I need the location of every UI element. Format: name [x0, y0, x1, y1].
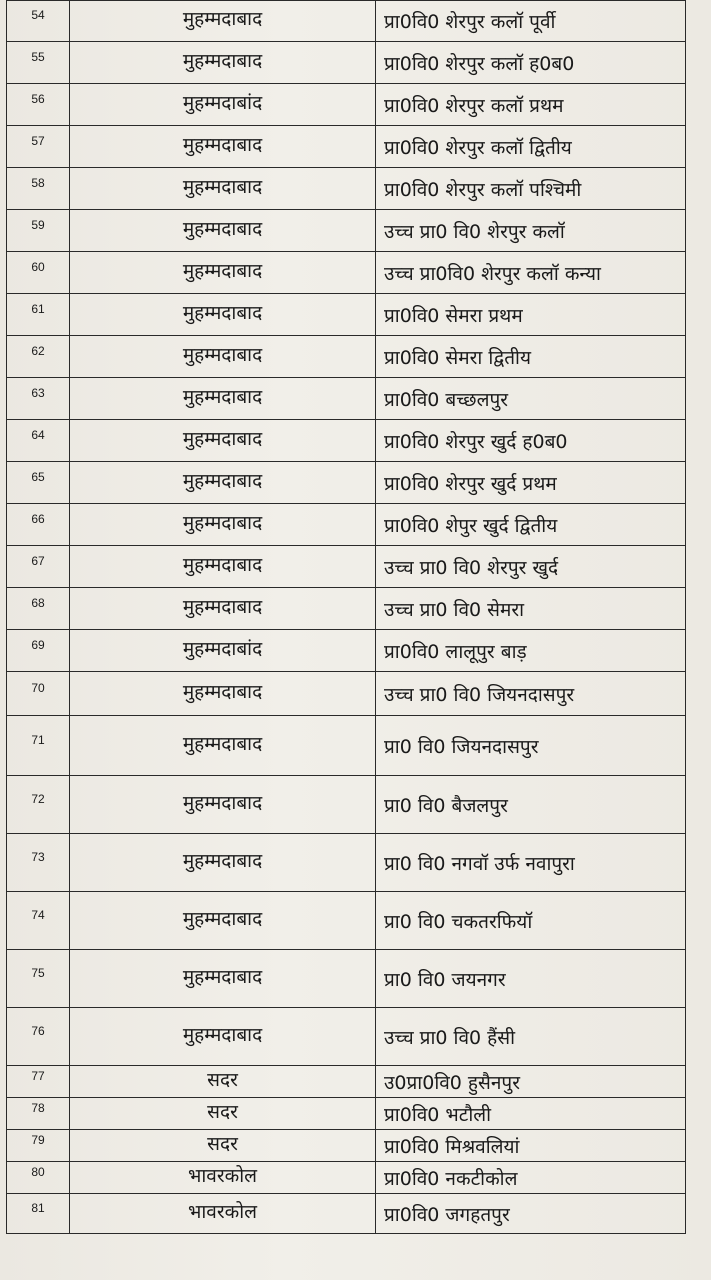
block-name: मुहम्मदाबाद — [182, 849, 263, 872]
block-name: मुहम्मदाबाद — [182, 385, 263, 408]
serial-number-cell — [7, 210, 70, 252]
block-name: मुहम्मदाबाद — [182, 1023, 263, 1046]
school-cell — [376, 1066, 686, 1098]
block-cell — [70, 168, 376, 210]
table-row — [7, 588, 686, 630]
serial-number-cell — [7, 294, 70, 336]
school-name: प्रा0वि0 शेपुर खुर्द द्वितीय — [384, 514, 558, 537]
serial-number-cell — [7, 1162, 70, 1194]
school-name: प्रा0वि0 सेमरा प्रथम — [384, 304, 523, 327]
school-cell — [376, 462, 686, 504]
block-cell — [70, 1008, 376, 1066]
school-cell — [376, 1162, 686, 1194]
school-cell — [376, 1194, 686, 1234]
school-cell — [376, 126, 686, 168]
serial-number-cell — [7, 834, 70, 892]
table-row — [7, 1162, 686, 1194]
block-cell — [70, 1162, 376, 1194]
school-cell — [376, 84, 686, 126]
school-cell — [376, 716, 686, 776]
serial-number: 57 — [31, 133, 45, 148]
block-name: मुहम्मदाबाद — [182, 8, 263, 30]
school-name: उच्च प्रा0वि0 शेरपुर कलॉ कन्या — [384, 262, 601, 285]
block-name: मुहम्मदाबाद — [182, 427, 263, 450]
serial-number-cell — [7, 378, 70, 420]
block-name: मुहम्मदाबाद — [182, 343, 263, 366]
serial-number-cell — [7, 168, 70, 210]
block-cell — [70, 950, 376, 1008]
school-name: प्रा0वि0 शेरपुर कलॉ प्रथम — [384, 94, 564, 117]
school-cell — [376, 588, 686, 630]
school-name: प्रा0 वि0 बैजलपुर — [384, 794, 508, 817]
school-name: उच्च प्रा0 वि0 जियनदासपुर — [384, 683, 575, 706]
serial-number: 72 — [31, 791, 45, 806]
serial-number-cell — [7, 672, 70, 716]
serial-number: 73 — [31, 849, 45, 864]
serial-number: 55 — [31, 49, 45, 64]
serial-number: 77 — [31, 1068, 45, 1083]
school-name: उच्च प्रा0 वि0 सेमरा — [384, 598, 525, 621]
block-cell — [70, 294, 376, 336]
school-cell — [376, 168, 686, 210]
school-name: प्रा0वि0 भटौली — [384, 1103, 492, 1126]
block-cell — [70, 1130, 376, 1162]
block-cell — [70, 210, 376, 252]
table-row — [7, 1098, 686, 1130]
table-row — [7, 1130, 686, 1162]
block-name: मुहम्मदाबाद — [182, 511, 263, 534]
school-name: प्रा0वि0 शेरपुर कलॉ पश्चिमी — [384, 178, 582, 201]
school-cell — [376, 420, 686, 462]
block-name: मुहम्मदाबाद — [182, 680, 263, 703]
serial-number-cell — [7, 1066, 70, 1098]
block-name: मुहम्मदाबाद — [182, 791, 263, 814]
school-cell — [376, 950, 686, 1008]
table-row — [7, 950, 686, 1008]
block-cell — [70, 1098, 376, 1130]
table-row — [7, 252, 686, 294]
block-cell — [70, 42, 376, 84]
serial-number-cell — [7, 42, 70, 84]
serial-number: 62 — [31, 343, 45, 358]
serial-number-cell — [7, 336, 70, 378]
block-name: मुहम्मदाबाद — [182, 301, 263, 324]
serial-number-cell — [7, 1098, 70, 1130]
table-row — [7, 1008, 686, 1066]
school-list-table — [6, 0, 686, 1234]
serial-number-cell — [7, 630, 70, 672]
school-cell — [376, 1130, 686, 1162]
table-row — [7, 462, 686, 504]
serial-number-cell — [7, 950, 70, 1008]
table-row — [7, 378, 686, 420]
serial-number-cell — [7, 1130, 70, 1162]
block-cell — [70, 588, 376, 630]
school-name: प्रा0वि0 जगहतपुर — [384, 1203, 510, 1226]
serial-number-cell — [7, 588, 70, 630]
block-name: मुहम्मदाबाद — [182, 595, 263, 618]
school-cell — [376, 892, 686, 950]
table-row — [7, 776, 686, 834]
block-name: मुहम्मदाबाद — [182, 965, 263, 988]
serial-number: 80 — [31, 1164, 45, 1179]
block-cell — [70, 504, 376, 546]
serial-number: 54 — [31, 8, 45, 22]
table-row — [7, 168, 686, 210]
serial-number-cell — [7, 126, 70, 168]
table-row — [7, 420, 686, 462]
table-row — [7, 42, 686, 84]
school-name: प्रा0वि0 बच्छलपुर — [384, 388, 509, 411]
school-name: प्रा0वि0 शेरपुर खुर्द ह0ब0 — [384, 430, 568, 453]
school-name: प्रा0वि0 नकटीकोल — [384, 1167, 518, 1190]
school-name: उ0प्रा0वि0 हुसैनपुर — [384, 1071, 520, 1094]
school-name: उच्च प्रा0 वि0 शेरपुर खुर्द — [384, 556, 559, 579]
table-row — [7, 336, 686, 378]
school-cell — [376, 210, 686, 252]
block-name: मुहम्मदाबाद — [182, 133, 263, 156]
block-cell — [70, 776, 376, 834]
serial-number: 65 — [31, 469, 45, 484]
school-cell — [376, 42, 686, 84]
block-cell — [70, 378, 376, 420]
block-name: सदर — [207, 1100, 238, 1123]
table-row — [7, 1194, 686, 1234]
block-name: भावरकोल — [187, 1164, 257, 1187]
serial-number-cell — [7, 1, 70, 42]
block-cell — [70, 630, 376, 672]
serial-number-cell — [7, 504, 70, 546]
serial-number: 71 — [31, 732, 45, 747]
block-cell — [70, 336, 376, 378]
block-cell — [70, 892, 376, 950]
block-cell — [70, 1, 376, 42]
block-name: मुहम्मदाबाद — [182, 49, 263, 72]
table-row — [7, 126, 686, 168]
school-cell — [376, 672, 686, 716]
school-cell — [376, 336, 686, 378]
block-name: मुहम्मदाबांद — [182, 91, 263, 114]
school-cell — [376, 294, 686, 336]
school-cell — [376, 504, 686, 546]
serial-number: 70 — [31, 680, 45, 695]
table-row — [7, 294, 686, 336]
serial-number: 56 — [31, 91, 45, 106]
school-name: प्रा0 वि0 चकतरफियॉ — [384, 910, 533, 933]
table-row — [7, 834, 686, 892]
table-row — [7, 1066, 686, 1098]
school-cell — [376, 630, 686, 672]
serial-number-cell — [7, 716, 70, 776]
block-name: मुहम्मदाबाद — [182, 553, 263, 576]
block-cell — [70, 672, 376, 716]
serial-number-cell — [7, 252, 70, 294]
school-name: प्रा0 वि0 जियनदासपुर — [384, 735, 539, 758]
school-name: प्रा0वि0 लालूपुर बाड़ — [384, 640, 527, 663]
table-row — [7, 210, 686, 252]
table-row — [7, 84, 686, 126]
block-cell — [70, 716, 376, 776]
block-cell — [70, 1066, 376, 1098]
serial-number-cell — [7, 1008, 70, 1066]
school-cell — [376, 252, 686, 294]
table-row — [7, 716, 686, 776]
serial-number-cell — [7, 420, 70, 462]
school-cell — [376, 1098, 686, 1130]
school-cell — [376, 834, 686, 892]
serial-number: 69 — [31, 637, 45, 652]
block-cell — [70, 834, 376, 892]
block-name: मुहम्मदाबाद — [182, 469, 263, 492]
block-cell — [70, 1194, 376, 1234]
table-body — [7, 1, 686, 1234]
block-name: मुहम्मदाबाद — [182, 175, 263, 198]
serial-number: 81 — [31, 1200, 45, 1215]
serial-number: 67 — [31, 553, 45, 568]
block-name: मुहम्मदाबाद — [182, 259, 263, 282]
serial-number: 58 — [31, 175, 45, 190]
serial-number: 61 — [31, 301, 45, 316]
table-row — [7, 546, 686, 588]
table-row — [7, 892, 686, 950]
block-cell — [70, 462, 376, 504]
serial-number-cell — [7, 462, 70, 504]
serial-number: 74 — [31, 907, 45, 922]
block-cell — [70, 546, 376, 588]
school-name: प्रा0वि0 शेरपुर कलॉ द्वितीय — [384, 136, 572, 159]
school-name: प्रा0वि0 मिश्रवलियां — [384, 1135, 520, 1158]
block-name: मुहम्मदाबांद — [182, 637, 263, 660]
school-cell — [376, 1, 686, 42]
school-name: उच्च प्रा0 वि0 हैंसी — [384, 1026, 516, 1049]
serial-number: 64 — [31, 427, 45, 442]
school-cell — [376, 546, 686, 588]
block-name: मुहम्मदाबाद — [182, 732, 263, 755]
block-cell — [70, 252, 376, 294]
block-name: सदर — [207, 1132, 238, 1155]
serial-number: 68 — [31, 595, 45, 610]
serial-number: 79 — [31, 1132, 45, 1147]
school-name: प्रा0 वि0 नगवॉ उर्फ नवापुरा — [384, 852, 575, 875]
serial-number-cell — [7, 84, 70, 126]
block-cell — [70, 84, 376, 126]
table-row — [7, 1, 686, 42]
serial-number: 75 — [31, 965, 45, 980]
serial-number: 78 — [31, 1100, 45, 1115]
block-name: मुहम्मदाबाद — [182, 217, 263, 240]
school-cell — [376, 378, 686, 420]
block-cell — [70, 420, 376, 462]
table-row — [7, 630, 686, 672]
block-name: मुहम्मदाबाद — [182, 907, 263, 930]
serial-number-cell — [7, 1194, 70, 1234]
block-name: सदर — [207, 1068, 238, 1091]
table-row — [7, 672, 686, 716]
school-name: उच्च प्रा0 वि0 शेरपुर कलॉ — [384, 220, 565, 243]
serial-number: 59 — [31, 217, 45, 232]
school-name: प्रा0वि0 शेरपुर कलॉ ह0ब0 — [384, 52, 575, 75]
serial-number-cell — [7, 776, 70, 834]
school-name: प्रा0वि0 शेरपुर खुर्द प्रथम — [384, 472, 557, 495]
school-name: प्रा0वि0 सेमरा द्वितीय — [384, 346, 531, 369]
school-name: प्रा0वि0 शेरपुर कलॉ पूर्वी — [384, 11, 556, 33]
serial-number: 66 — [31, 511, 45, 526]
school-name: प्रा0 वि0 जयनगर — [384, 968, 506, 991]
school-cell — [376, 1008, 686, 1066]
table-row — [7, 504, 686, 546]
school-cell — [376, 776, 686, 834]
serial-number: 63 — [31, 385, 45, 400]
serial-number-cell — [7, 546, 70, 588]
serial-number: 60 — [31, 259, 45, 274]
block-cell — [70, 126, 376, 168]
serial-number: 76 — [31, 1023, 45, 1038]
block-name: भावरकोल — [187, 1200, 257, 1223]
serial-number-cell — [7, 892, 70, 950]
